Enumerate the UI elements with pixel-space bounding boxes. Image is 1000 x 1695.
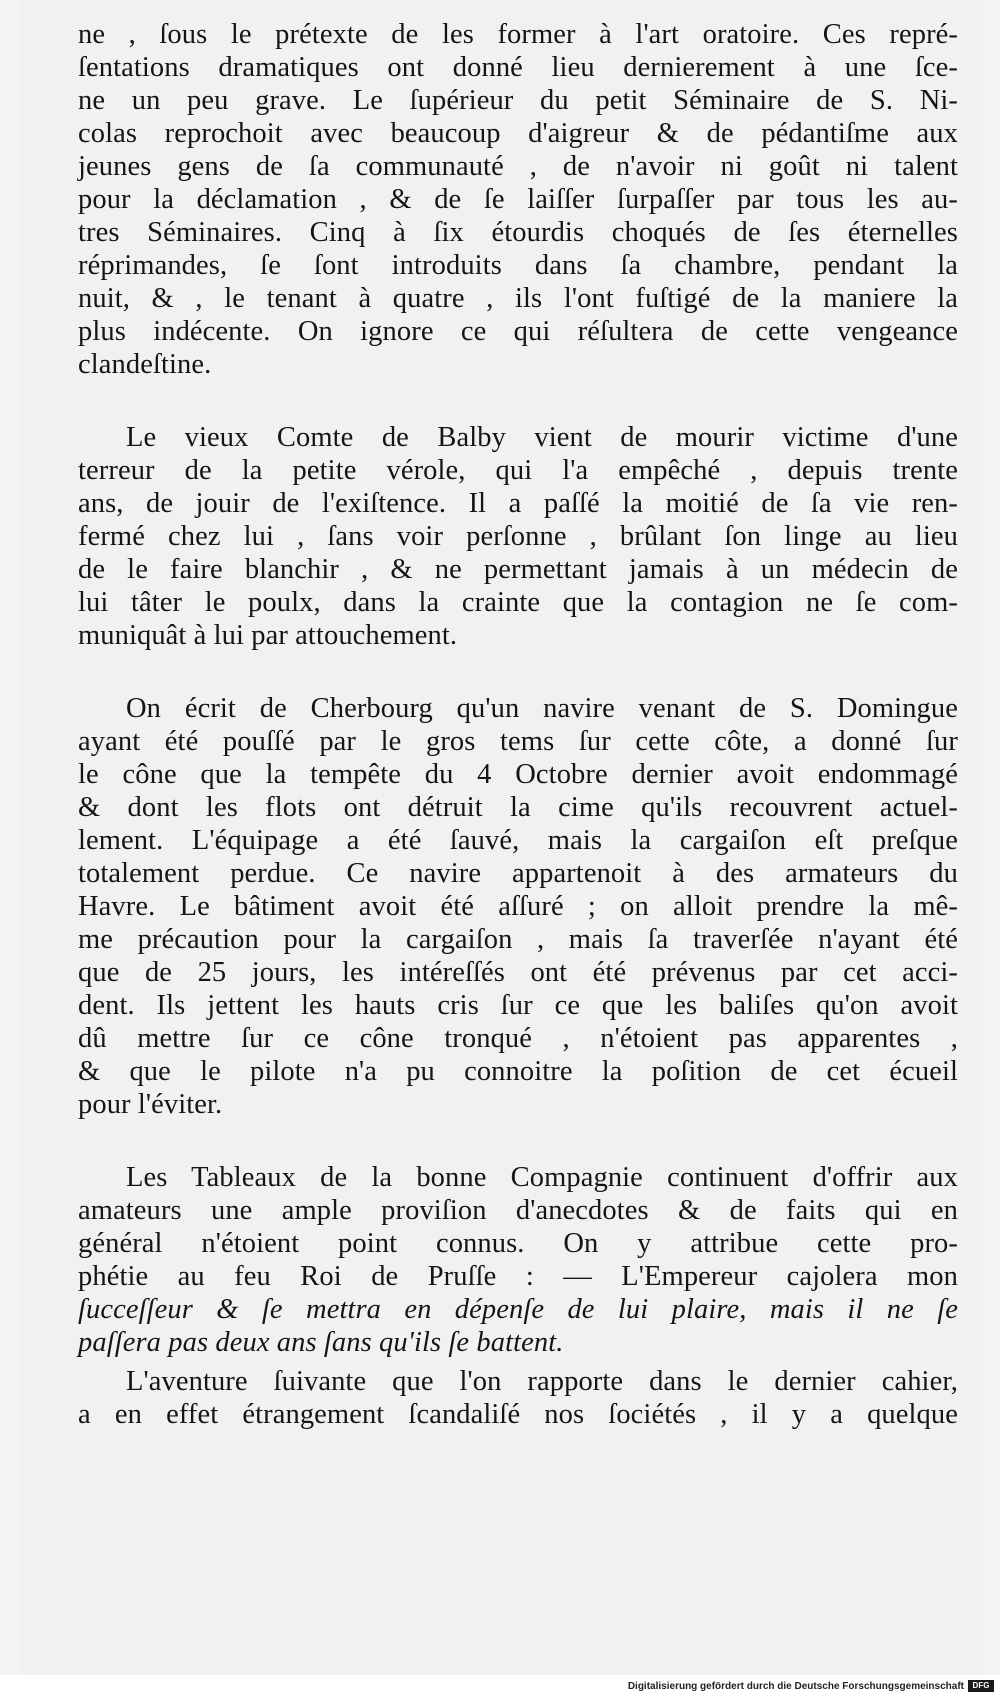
text-line: général n'étoient point connus. On y attribue cette pro- (78, 1228, 958, 1259)
digitization-footer (0, 1675, 1000, 1695)
text-line: le cône que la tempête du 4 Octobre dernier avoit endommagé (78, 759, 958, 790)
text-line: me précaution pour la cargaiſon , mais ſa traverſée n'ayant été (78, 924, 958, 955)
text-line: pour la déclamation , & de ſe laiſſer ſurpaſſer par tous les au- (78, 184, 958, 215)
text-line: terreur de la petite vérole, qui l'a empêché , depuis trente (78, 455, 958, 486)
text-line: nuit, & , le tenant à quatre , ils l'ont fuſtigé de la maniere la (78, 283, 958, 314)
text-line: Le vieux Comte de Balby vient de mourir victime d'une (126, 422, 958, 453)
text-line: ans, de jouir de l'exiſtence. Il a paſſé la moitié de ſa vie ren- (78, 488, 958, 519)
text-line: muniquât à lui par attouchement. (78, 620, 458, 651)
text-line: de le faire blanchir , & ne permettant jamais à un médecin de (78, 554, 958, 585)
footer-credit: Digitalisierung gefördert durch die Deutsche Forschungsgemeinschaft (627, 1681, 964, 1692)
text-line: & que le pilote n'a pu connoitre la poſition de cet écueil (78, 1056, 958, 1087)
text-line: On écrit de Cherbourg qu'un navire venant de S. Domingue (126, 693, 958, 724)
text-line: tres Séminaires. Cinq à ſix étourdis choqués de ſes éternelles (78, 217, 958, 248)
text-line: ſentations dramatiques ont donné lieu dernierement à une ſce- (78, 52, 958, 83)
paragraph-seminary (78, 18, 958, 381)
text-line-quote: ſucceſſeur & ſe mettra en dépenſe de lui plaire, mais il ne ſe (78, 1294, 958, 1325)
text-line: a en effet étrangement ſcandaliſé nos ſociétés , il y a quelque (78, 1399, 958, 1430)
paragraph-cherbourg (78, 692, 958, 1121)
text-line: phétie au feu Roi de Pruſſe : — L'Empereur cajolera mon (78, 1261, 958, 1292)
text-line: Les Tableaux de la bonne Compagnie continuent d'offrir aux (126, 1162, 958, 1193)
text-line: ne un peu grave. Le ſupérieur du petit Séminaire de S. Ni- (78, 85, 958, 116)
paragraph-balby (78, 421, 958, 652)
text-line: ne , ſous le prétexte de les former à l'art oratoire. Ces repré- (78, 19, 958, 50)
dfg-logo: DFG (968, 1680, 994, 1692)
text-line: lui tâter le poulx, dans la crainte que la contagion ne ſe com- (78, 587, 958, 618)
text-line: L'aventure ſuivante que l'on rapporte dans le dernier cahier, (126, 1366, 958, 1397)
text-line-quote: paſſera pas deux ans ſans qu'ils ſe battent. (78, 1327, 564, 1358)
text-line: colas reprochoit avec beaucoup d'aigreur & de pédantiſme aux (78, 118, 958, 149)
text-line: fermé chez lui , ſans voir perſonne , brûlant ſon linge au lieu (78, 521, 958, 552)
text-line: totalement perdue. Ce navire appartenoit à des armateurs du (78, 858, 958, 889)
text-line: jeunes gens de ſa communauté , de n'avoir ni goût ni talent (78, 151, 958, 182)
text-line: & dont les flots ont détruit la cime qu'ils recouvrent actuel- (78, 792, 958, 823)
text-line: réprimandes, ſe ſont introduits dans ſa chambre, pendant la (78, 250, 958, 281)
text-line: pour l'éviter. (78, 1089, 223, 1120)
text-line: dent. Ils jettent les hauts cris ſur ce que les baliſes qu'on avoit (78, 990, 958, 1021)
paragraph-tableaux (78, 1161, 958, 1359)
paragraph-aventure (78, 1365, 958, 1431)
text-line: plus indécente. On ignore ce qui réſultera de cette vengeance (78, 316, 958, 347)
text-line: dû mettre ſur ce cône tronqué , n'étoient pas apparentes , (78, 1023, 958, 1054)
scanned-page (20, 0, 985, 1675)
body-text (78, 18, 958, 1471)
text-line: que de 25 jours, les intéreſſés ont été prévenus par cet acci- (78, 957, 958, 988)
text-line: ayant été pouſſé par le gros tems ſur cette côte, a donné ſur (78, 726, 958, 757)
text-line: Havre. Le bâtiment avoit été aſſuré ; on alloit prendre la mê- (78, 891, 958, 922)
text-line: clandeſtine. (78, 349, 212, 380)
text-line: lement. L'équipage a été ſauvé, mais la cargaiſon eſt preſque (78, 825, 958, 856)
text-line: amateurs une ample proviſion d'anecdotes & de faits qui en (78, 1195, 958, 1226)
